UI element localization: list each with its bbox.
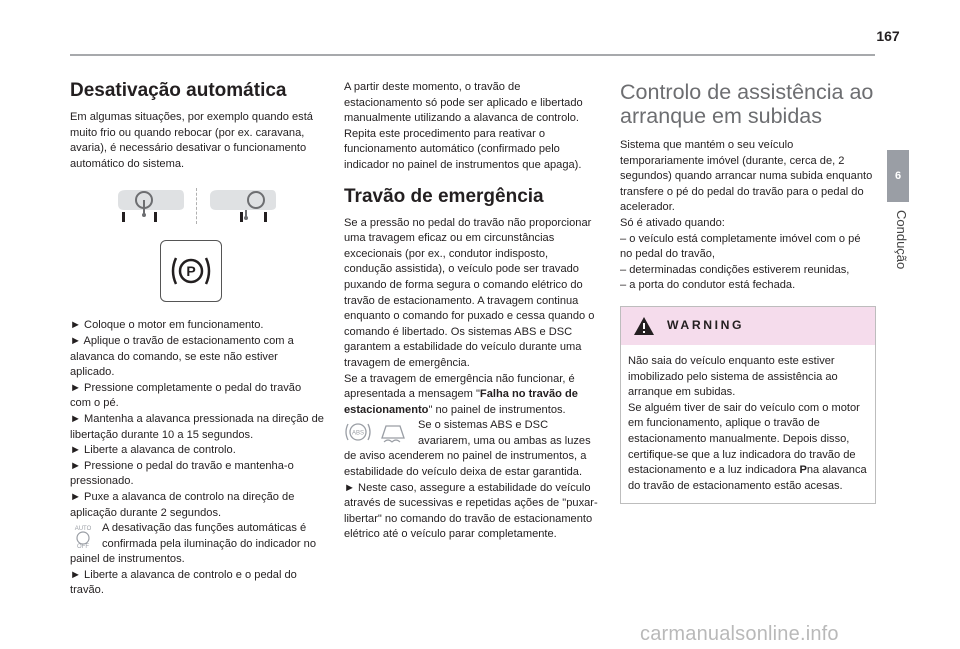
column-emergency-brake [344, 80, 598, 543]
watermark: carmanualsonline.info [640, 623, 839, 645]
parking-brake-icon [160, 240, 222, 302]
abs-icon-text: ABS [351, 430, 365, 437]
steering-lever-apply-icon [114, 188, 186, 224]
step-3: ► Mantenha a alavanca pressionada na direção de libertação durante 10 a 15 segundos. [70, 412, 324, 441]
header-rule [70, 54, 875, 56]
auto-off-note-text: A desativação das funções automáticas é confirmada pela iluminação do indicador no painel de instrumentos. [70, 522, 316, 566]
warning-paragraph-2 [628, 401, 868, 495]
step-1: ► Aplique o travão de estacionamento com a alavanca do comando, se este não estiver aplicado. [70, 334, 294, 379]
brake-p-icon [170, 254, 212, 288]
failure-text-before: Se a travagem de emergência não funcionar, é apresentada a mensagem " [344, 372, 575, 401]
manual-mode-paragraph: A partir deste momento, o travão de estacionamento só pode ser aplicado e libertado manualmente utilizando a alavanca de controlo. Repita este procedimento para reativar o funcionamento automático (confirmado pelo indicador no painel de instrumentos que apaga). [344, 81, 583, 171]
section-heading: Travão de emergência [344, 185, 544, 207]
chapter-tab[interactable] [887, 150, 909, 330]
column-automatic-deactivation [70, 80, 324, 599]
brake-p-letter: P [186, 263, 196, 280]
auto-icon-top-text: AUTO [74, 526, 92, 533]
step-5: ► Pressione o pedal do travão e mantenha-o pressionado. [70, 459, 294, 488]
failure-message: Falha no travão de estacionamento [344, 388, 578, 416]
warning-text-after: na alavanca do travão de estacionamento estão acesas. [628, 464, 867, 492]
chapter-number: 6 [887, 150, 909, 202]
section-heading: Desativação automática [70, 80, 287, 101]
auto-off-warning-icon [70, 523, 96, 549]
failure-text-after: " no painel de instrumentos. [428, 403, 566, 416]
warning-body [621, 345, 875, 503]
emergency-paragraph: Se a pressão no pedal do travão não proporcionar uma travagem eficaz ou em circunstâncias excecionais (por ex., condutor indisposto, condução assistida), o veículo pode ser travado puxando de forma segura o comando elétrico do travão de estacionamento. A travagem continua enquanto o comando for puxado e cessa quando o comando é libertado. Os sistemas ABS e DSC garantem a estabilidade do veículo durante uma travagem de emergência. [344, 216, 595, 369]
final-step: ► Liberte a alavanca de controlo e o pedal do travão. [70, 568, 297, 597]
condition-2: – a porta do condutor está fechada. [620, 279, 796, 292]
failure-paragraph [344, 372, 598, 419]
steering-lever-release-icon [206, 188, 278, 224]
section-heading: Controlo de assistência ao arranque em subidas [620, 80, 874, 128]
step-2: ► Pressione completamente o pedal do travão com o pé. [70, 381, 302, 410]
chapter-label: Condução [894, 210, 909, 270]
warning-p-indicator: P [799, 464, 807, 477]
warning-box [620, 306, 876, 504]
warning-title: WARNING [667, 318, 745, 333]
step-6: ► Puxe a alavanca de controlo na direção de aplicação durante 2 segundos. [70, 490, 295, 519]
abs-note-text: Se o sistemas ABS e DSC avariarem, uma ou ambas as luzes de aviso acenderem no painel de instrumentos, a estabilidade do veículo deixa de estar garantida. [344, 419, 591, 479]
warning-paragraph-1: Não saia do veículo enquanto este estiver imobilizado pelo sistema de assistência ao arranque em subidas. [628, 354, 838, 399]
step-4: ► Liberte a alavanca de controlo. [70, 444, 236, 457]
page-number: 167 [876, 28, 900, 44]
warning-text-before: Se alguém tiver de sair do veículo com o motor em funcionamento, aplique o travão de estacionamento manualmente. Depois disso, certifique-se que a luz indicadora do travão de estacionamento e a luz indicadora [628, 401, 860, 477]
auto-icon-bottom-text: OFF [77, 544, 89, 550]
intro-paragraph: Em algumas situações, por exemplo quando está muito frio ou quando rebocar (por ex. caravana, avaria), é necessário desativar o funcionamento automático do sistema. [70, 111, 313, 170]
abs-dsc-warning-icon [344, 420, 412, 444]
activated-intro: Só é ativado quando: [620, 216, 725, 229]
abs-note [344, 418, 598, 480]
warning-header [621, 307, 875, 345]
illustration-divider [196, 188, 197, 224]
auto-off-note [70, 521, 324, 568]
final-instruction: ► Neste caso, assegure a estabilidade do veículo através de sucessivas e repetidas ações de "puxar-libertar" no comando do travão de estacionamento elétrico até o veículo parar completamente. [344, 481, 598, 541]
hill-assist-description: Sistema que mantém o seu veículo temporariamente imóvel (durante, cerca de, 2 segundos) quando arrancar numa subida enquanto transfere o pé do pedal do travão para o pedal do acelerador. [620, 139, 873, 214]
column-hill-start-assist [620, 80, 874, 504]
condition-1: – determinadas condições estiverem reunidas, [620, 263, 850, 276]
lever-illustration [70, 188, 324, 228]
warning-triangle-icon [633, 316, 655, 336]
condition-0: – o veículo está completamente imóvel com o pé no pedal do travão, [620, 232, 861, 261]
step-0: ► Coloque o motor em funcionamento. [70, 319, 264, 332]
